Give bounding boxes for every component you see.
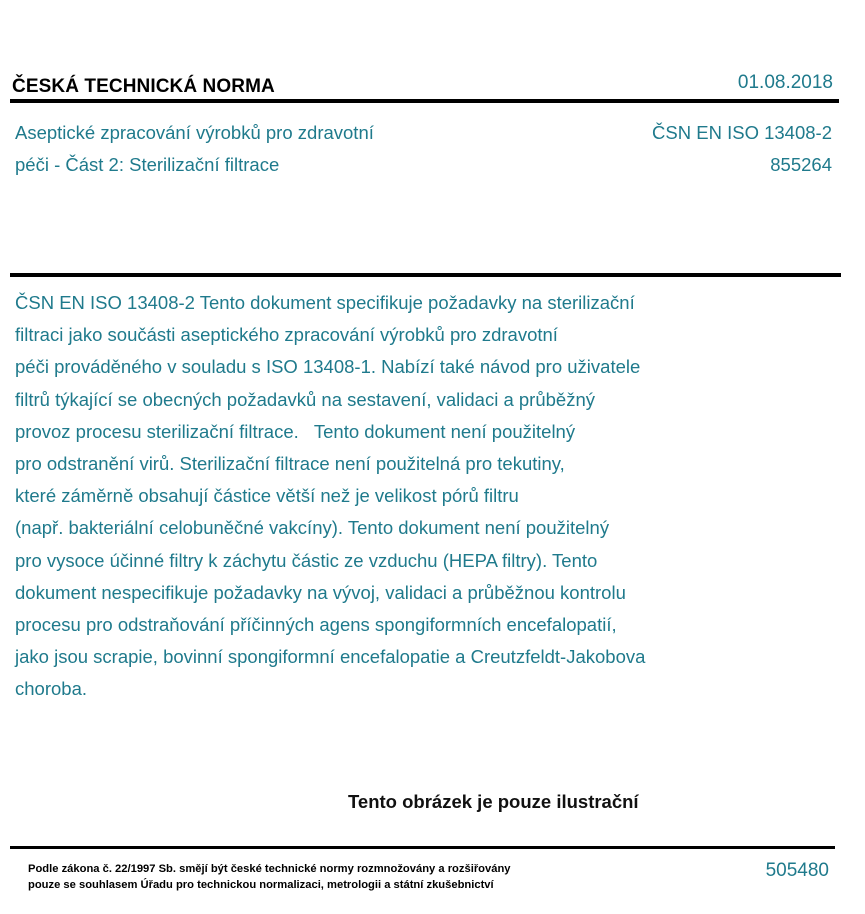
abstract-line: procesu pro odstraňování příčinných agens spongiformních encefalopatií,: [15, 614, 617, 636]
abstract-line: choroba.: [15, 678, 87, 700]
abstract-line: pro odstranění virů. Sterilizační filtrace není použitelná pro tekutiny,: [15, 453, 565, 475]
abstract-divider: [10, 273, 841, 277]
header-divider: [10, 99, 839, 103]
document-title: [15, 117, 374, 181]
title-line: Aseptické zpracování výrobků pro zdravotní: [15, 122, 374, 143]
abstract-line: filtrů týkající se obecných požadavků na sestavení, validaci a průběžný: [15, 388, 595, 410]
abstract-line: pro vysoce účinné filtry k záchytu částic ze vzduchu (HEPA filtry). Tento: [15, 549, 598, 571]
abstract-line: filtraci jako součásti aseptického zpracování výrobků pro zdravotní: [15, 324, 558, 346]
legal-line: pouze se souhlasem Úřadu pro technickou normalizaci, metrologii a státní zkušebnictví: [28, 878, 494, 891]
abstract-line: jako jsou scrapie, bovinní spongiformní encefalopatie a Creutzfeldt-Jakobova: [15, 646, 646, 668]
footer-divider: [10, 846, 835, 849]
abstract-line: ČSN EN ISO 13408-2 Tento dokument specifikuje požadavky na sterilizační: [15, 292, 635, 313]
abstract-line: provoz procesu sterilizační filtrace. Tento dokument není použitelný: [15, 420, 576, 442]
publication-date: 01.08.2018: [737, 72, 833, 93]
abstract-line: (např. bakteriální celobuněčné vakcíny). Tento dokument není použitelný: [15, 517, 610, 539]
standard-type-heading: ČESKÁ TECHNICKÁ NORMA: [12, 76, 275, 97]
abstract-line: které záměrně obsahují částice větší než je velikost pórů filtru: [15, 485, 519, 507]
standard-code: ČSN EN ISO 13408-2: [652, 122, 832, 143]
abstract-line: dokument nespecifikuje požadavky na vývoj, validaci a průběžnou kontrolu: [15, 581, 626, 603]
abstract-text: [15, 287, 795, 706]
catalog-number: 505480: [765, 860, 829, 881]
illustration-notice: Tento obrázek je pouze ilustrační: [348, 791, 639, 812]
document-codes: [652, 117, 832, 181]
legal-notice: [28, 862, 511, 893]
abstract-line: péči prováděného v souladu s ISO 13408-1. Nabízí také návod pro uživatele: [15, 356, 641, 378]
class-number: 855264: [770, 154, 832, 175]
legal-line: Podle zákona č. 22/1997 Sb. smějí být české technické normy rozmnožovány a rozšiřovány: [28, 863, 511, 875]
title-line: péči - Část 2: Sterilizační filtrace: [15, 154, 280, 175]
